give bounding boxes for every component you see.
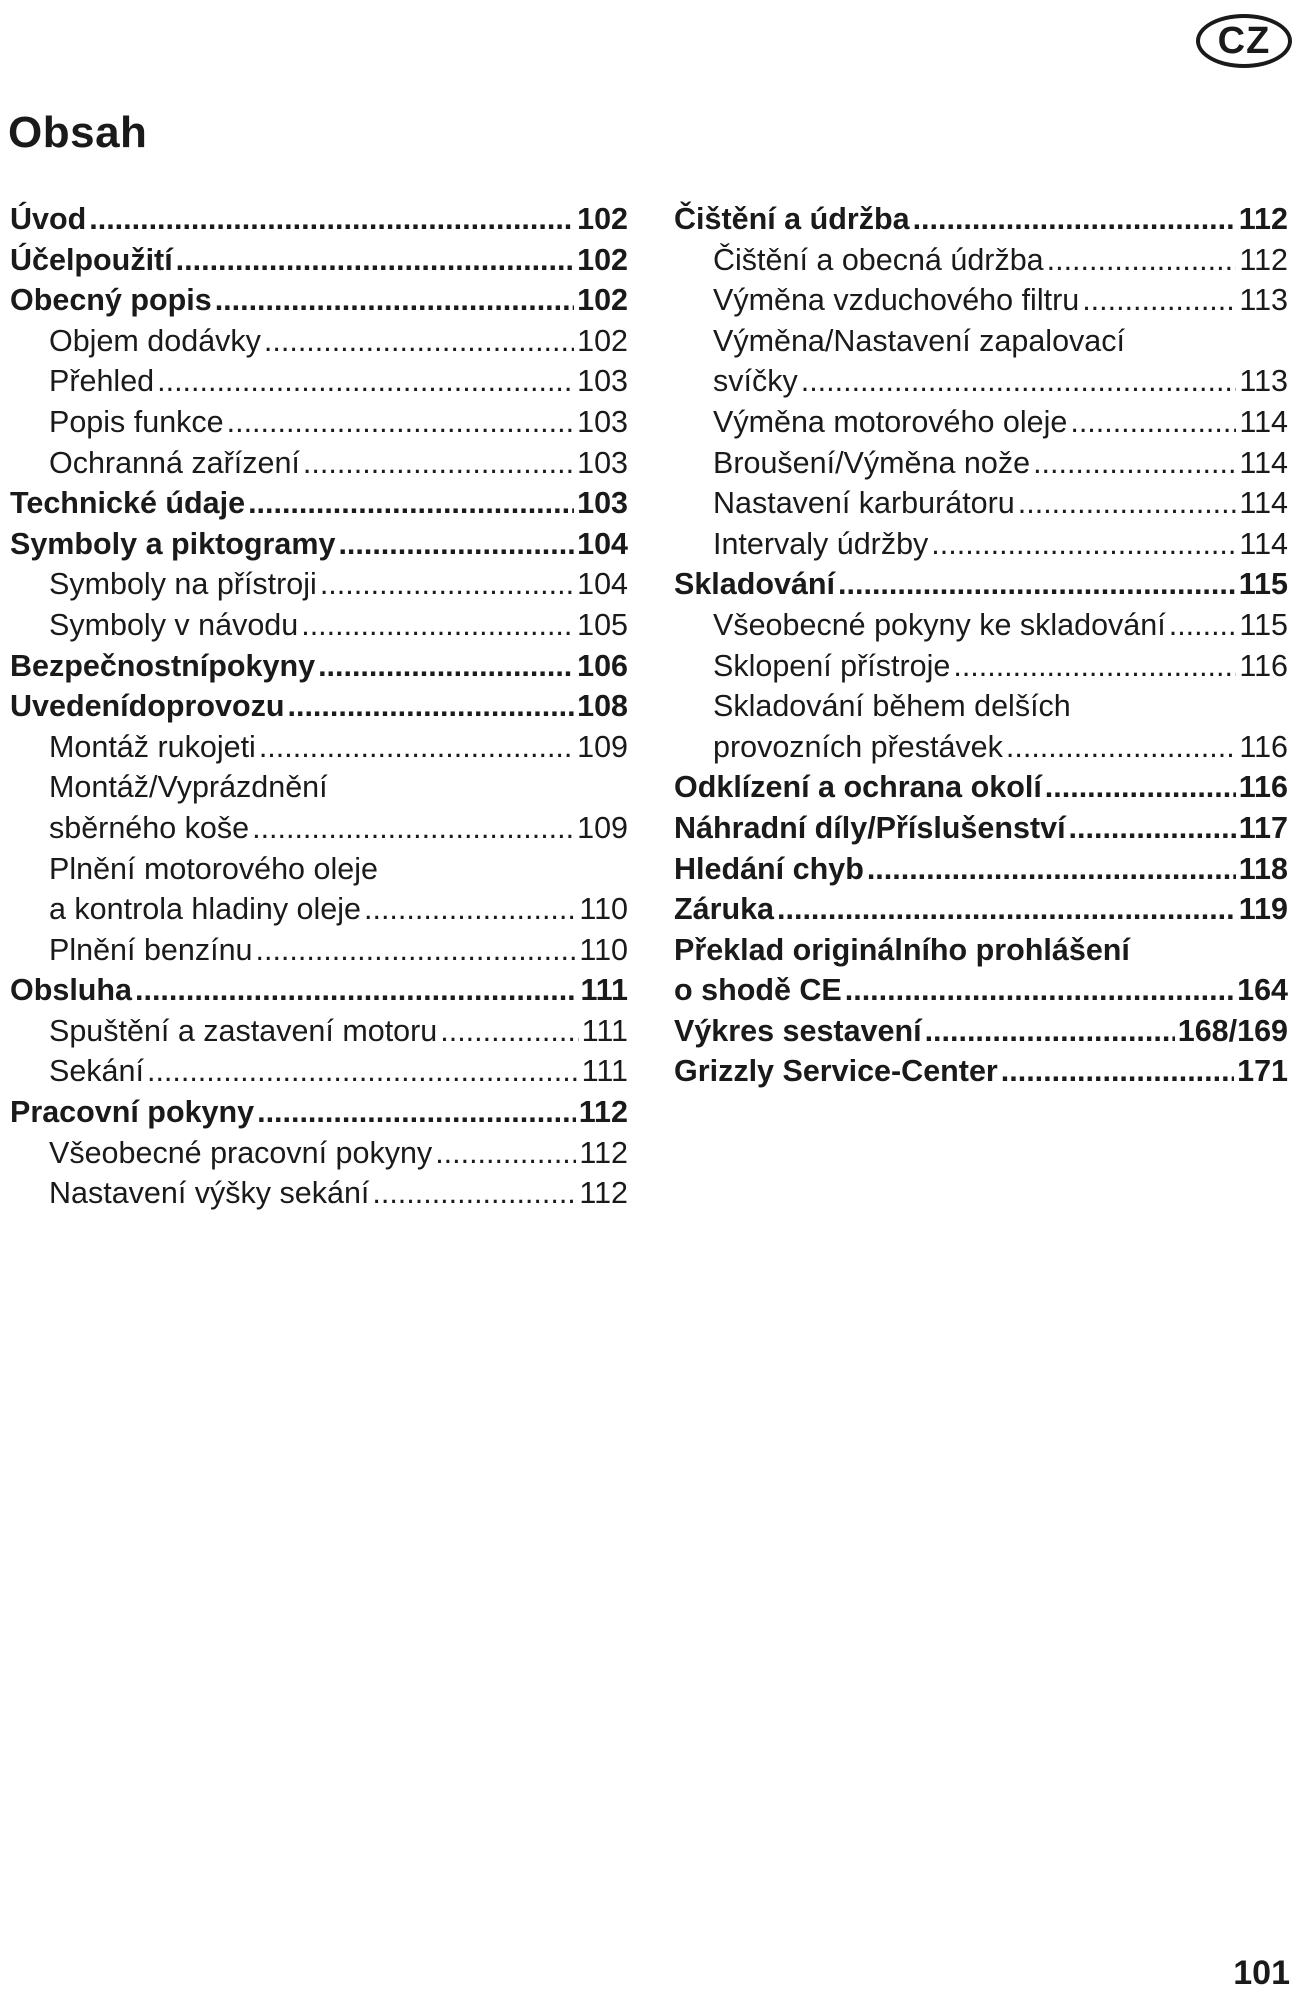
toc-dot-leader xyxy=(135,973,577,1008)
toc-entry-title: Čištění a obecná údržba xyxy=(713,242,1044,277)
toc-entry-title: o shodě CE xyxy=(674,973,842,1008)
toc-entry xyxy=(10,283,628,324)
toc-entry-title: Skladování během delších xyxy=(713,689,1071,724)
toc-entry-title: Náhradní díly/Příslušenství xyxy=(674,810,1066,845)
toc-entry-page: 117 xyxy=(1238,810,1288,845)
toc-dot-leader xyxy=(259,730,574,765)
toc-entry-title: provozních přestávek xyxy=(713,729,1003,764)
toc-entry-title: sběrného koše xyxy=(49,810,250,845)
toc-entry-title: Technické údaje xyxy=(10,486,246,521)
toc-dot-leader xyxy=(953,649,1236,684)
toc-entry-page: 115 xyxy=(1238,567,1288,602)
toc-entry xyxy=(10,730,628,771)
toc-entry xyxy=(10,1014,628,1055)
toc-entry-page: 109 xyxy=(577,729,628,764)
toc-entry-page: 102 xyxy=(577,323,628,358)
toc-dot-leader xyxy=(845,973,1234,1008)
toc-dot-leader xyxy=(256,933,577,968)
toc-dot-leader xyxy=(777,892,1236,927)
toc-left-column xyxy=(10,202,628,1217)
toc-entry xyxy=(10,811,628,852)
toc-entry-page: 171 xyxy=(1237,1054,1288,1089)
toc-entry-title: Pracovní pokyny xyxy=(10,1095,255,1130)
toc-entry xyxy=(10,649,628,690)
toc-entry-page: 104 xyxy=(577,567,628,602)
toc-entry-page: 110 xyxy=(579,932,628,967)
toc-entry-title: Bezpečnostnípokyny xyxy=(10,648,316,683)
toc-entry-title: Všeobecné pracovní pokyny xyxy=(49,1135,433,1170)
toc-entry-page: 111 xyxy=(580,973,628,1008)
toc-entry xyxy=(10,364,628,405)
toc-entry xyxy=(10,689,628,730)
toc-entry-page: 114 xyxy=(1239,445,1288,480)
toc-entry-page: 113 xyxy=(1239,283,1288,318)
toc-entry xyxy=(674,730,1288,771)
toc-entry-title: Nastavení výšky sekání xyxy=(49,1176,370,1211)
toc-entry xyxy=(674,770,1288,811)
toc-entry xyxy=(674,405,1288,446)
toc-entry-title: Účelpoužití xyxy=(10,242,173,277)
toc-entry-page: 111 xyxy=(581,1013,628,1048)
toc-entry-title: Obsluha xyxy=(10,973,133,1008)
toc-entry-title: Skladování xyxy=(674,567,836,602)
toc-dot-leader xyxy=(248,486,574,521)
toc-entry xyxy=(10,527,628,568)
toc-entry xyxy=(674,811,1288,852)
toc-dot-leader xyxy=(147,1054,579,1089)
toc-entry-page: 113 xyxy=(1239,364,1288,399)
toc-entry-page: 103 xyxy=(577,404,628,439)
toc-dot-leader xyxy=(838,567,1236,602)
toc-entry-title: Montáž/Vyprázdnění xyxy=(49,770,328,805)
toc-entry-page: 112 xyxy=(578,1095,628,1130)
toc-entry xyxy=(674,243,1288,284)
toc-entry-page: 103 xyxy=(577,486,628,521)
toc-entry-page: 102 xyxy=(577,283,628,318)
toc-entry-page: 115 xyxy=(1239,607,1288,642)
toc-entry xyxy=(674,973,1288,1014)
toc-entry xyxy=(674,892,1288,933)
toc-entry xyxy=(10,608,628,649)
toc-entry-title: Intervaly údržby xyxy=(713,526,929,561)
toc-entry xyxy=(10,1054,628,1095)
toc-dot-leader xyxy=(303,446,574,481)
toc-dot-leader xyxy=(435,1136,576,1171)
toc-entry xyxy=(10,324,628,365)
toc-entry-title: Montáž rukojeti xyxy=(49,729,256,764)
toc-dot-leader xyxy=(1169,608,1237,643)
toc-dot-leader xyxy=(157,364,574,399)
toc-entry xyxy=(674,1054,1288,1095)
toc-entry-title: Popis funkce xyxy=(49,404,224,439)
toc-entry-page: 112 xyxy=(1238,202,1288,236)
toc-dot-leader xyxy=(1045,770,1236,805)
toc-entry-title: Plnění motorového oleje xyxy=(49,851,378,886)
toc-entry-page: 103 xyxy=(577,445,628,480)
toc-entry xyxy=(10,486,628,527)
toc-entry-page: 111 xyxy=(581,1054,628,1089)
toc-entry-title: Uvedenídoprovozu xyxy=(10,689,285,724)
toc-entry-page: 104 xyxy=(577,526,628,561)
toc-entry xyxy=(674,649,1288,690)
toc-dot-leader xyxy=(1001,1054,1234,1089)
language-badge: CZ xyxy=(1196,14,1292,68)
toc-dot-leader xyxy=(215,283,574,318)
toc-entry xyxy=(10,933,628,974)
toc-entry-title: Sekání xyxy=(49,1054,144,1089)
toc-entry-page: 168/169 xyxy=(1177,1013,1288,1048)
toc-dot-leader xyxy=(364,892,576,927)
toc-entry-page: 106 xyxy=(577,648,628,683)
toc-dot-leader xyxy=(301,608,574,643)
toc-dot-leader xyxy=(227,405,574,440)
toc-entry-title: Výměna/Nastavení zapalovací xyxy=(713,323,1125,358)
toc-entry-title: Ochranná zařízení xyxy=(49,445,300,480)
toc-entry xyxy=(674,608,1288,649)
toc-entry-title: Přehled xyxy=(49,364,155,399)
toc-entry xyxy=(10,852,628,893)
toc-entry-page: 112 xyxy=(579,1176,628,1211)
toc-entry-title: Spuštění a zastavení motoru xyxy=(49,1013,438,1048)
toc-dot-leader xyxy=(372,1176,576,1211)
toc-dot-leader xyxy=(1082,283,1236,318)
toc-entry-page: 105 xyxy=(577,607,628,642)
toc-entry-title: a kontrola hladiny oleje xyxy=(49,892,361,927)
toc-entry-page: 114 xyxy=(1239,526,1288,561)
toc-entry xyxy=(10,973,628,1014)
toc-entry xyxy=(10,405,628,446)
toc-entry-title: Objem dodávky xyxy=(49,323,261,358)
toc-dot-leader xyxy=(1006,730,1236,765)
toc-dot-leader xyxy=(931,527,1236,562)
toc-entry-title: Symboly na přístroji xyxy=(49,567,317,602)
toc-dot-leader xyxy=(440,1014,578,1049)
toc-entry xyxy=(10,892,628,933)
toc-entry-title: Grizzly Service-Center xyxy=(674,1054,998,1089)
toc-entry xyxy=(10,243,628,284)
toc-entry xyxy=(674,324,1288,365)
toc-dot-leader xyxy=(338,527,574,562)
toc-entry xyxy=(10,1095,628,1136)
toc-dot-leader xyxy=(913,202,1236,237)
toc-entry-title: Záruka xyxy=(674,892,775,927)
toc-entry-title: Výměna vzduchového filtru xyxy=(713,283,1080,318)
toc-entry-title: Hledání chyb xyxy=(674,851,864,886)
toc-dot-leader xyxy=(1070,405,1236,440)
toc-dot-leader xyxy=(1047,243,1237,278)
toc-entry-title: Broušení/Výměna nože xyxy=(713,445,1031,480)
toc-entry-title: Úvod xyxy=(10,202,87,236)
toc-entry-page: 118 xyxy=(1238,851,1288,886)
toc-entry xyxy=(674,202,1288,243)
toc-entry-page: 112 xyxy=(1239,242,1288,277)
toc-entry-title: svíčky xyxy=(713,364,798,399)
toc-entry-title: Odklízení a ochrana okolí xyxy=(674,770,1042,805)
toc-entry xyxy=(674,567,1288,608)
toc-dot-leader xyxy=(320,567,574,602)
page-title: Obsah xyxy=(8,108,148,157)
toc-dot-leader xyxy=(1069,811,1236,846)
toc-entry xyxy=(10,1136,628,1177)
toc-entry-page: 114 xyxy=(1239,486,1288,521)
toc-entry-page: 116 xyxy=(1238,770,1288,805)
toc-dot-leader xyxy=(252,811,574,846)
toc-entry-title: Plnění benzínu xyxy=(49,932,253,967)
toc-entry xyxy=(10,202,628,243)
toc-dot-leader xyxy=(801,364,1237,399)
toc-dot-leader xyxy=(1033,446,1236,481)
toc-entry-page: 108 xyxy=(577,689,628,724)
toc-dot-leader xyxy=(288,689,575,724)
toc-entry-title: Výkres sestavení xyxy=(674,1013,922,1048)
toc-entry-page: 103 xyxy=(577,364,628,399)
toc-entry-page: 102 xyxy=(577,202,628,236)
toc-dot-leader xyxy=(867,852,1236,887)
toc-entry-title: Nastavení karburátoru xyxy=(713,486,1015,521)
toc-dot-leader xyxy=(925,1014,1175,1049)
toc-entry-page: 116 xyxy=(1239,648,1288,683)
toc-dot-leader xyxy=(89,202,574,237)
toc-entry-title: Obecný popis xyxy=(10,283,212,318)
toc-entry-page: 110 xyxy=(579,892,628,927)
toc-entry xyxy=(674,689,1288,730)
toc-entry-title: Čištění a údržba xyxy=(674,202,910,236)
toc-entry-title: Symboly v návodu xyxy=(49,607,299,642)
toc-entry xyxy=(10,567,628,608)
toc-dot-leader xyxy=(264,324,574,359)
toc-entry xyxy=(10,1176,628,1217)
toc-entry xyxy=(674,486,1288,527)
toc-entry xyxy=(10,770,628,811)
toc-dot-leader xyxy=(1018,486,1237,521)
toc-entry-title: Překlad originálního prohlášení xyxy=(674,932,1130,967)
toc-entry-page: 164 xyxy=(1237,973,1288,1008)
toc-entry-page: 114 xyxy=(1239,404,1288,439)
toc-right-column xyxy=(674,202,1288,1095)
toc-entry-page: 119 xyxy=(1238,892,1288,927)
toc-dot-leader xyxy=(176,243,574,278)
page-number: 101 xyxy=(1233,1954,1290,1992)
toc-dot-leader xyxy=(257,1095,576,1130)
toc-entry xyxy=(674,527,1288,568)
toc-entry-page: 112 xyxy=(579,1135,628,1170)
toc-entry xyxy=(10,446,628,487)
toc-entry-title: Sklopení přístroje xyxy=(713,648,951,683)
toc-entry-page: 102 xyxy=(577,242,628,277)
toc-entry xyxy=(674,446,1288,487)
toc-entry xyxy=(674,1014,1288,1055)
toc-entry-title: Všeobecné pokyny ke skladování xyxy=(713,607,1166,642)
toc-entry-page: 116 xyxy=(1239,729,1288,764)
toc-entry xyxy=(674,364,1288,405)
toc-entry xyxy=(674,852,1288,893)
toc-entry-page: 109 xyxy=(577,810,628,845)
toc-dot-leader xyxy=(318,649,574,684)
toc-entry-title: Symboly a piktogramy xyxy=(10,526,336,561)
toc-entry-title: Výměna motorového oleje xyxy=(713,404,1068,439)
toc-entry xyxy=(674,933,1288,974)
toc-entry xyxy=(674,283,1288,324)
